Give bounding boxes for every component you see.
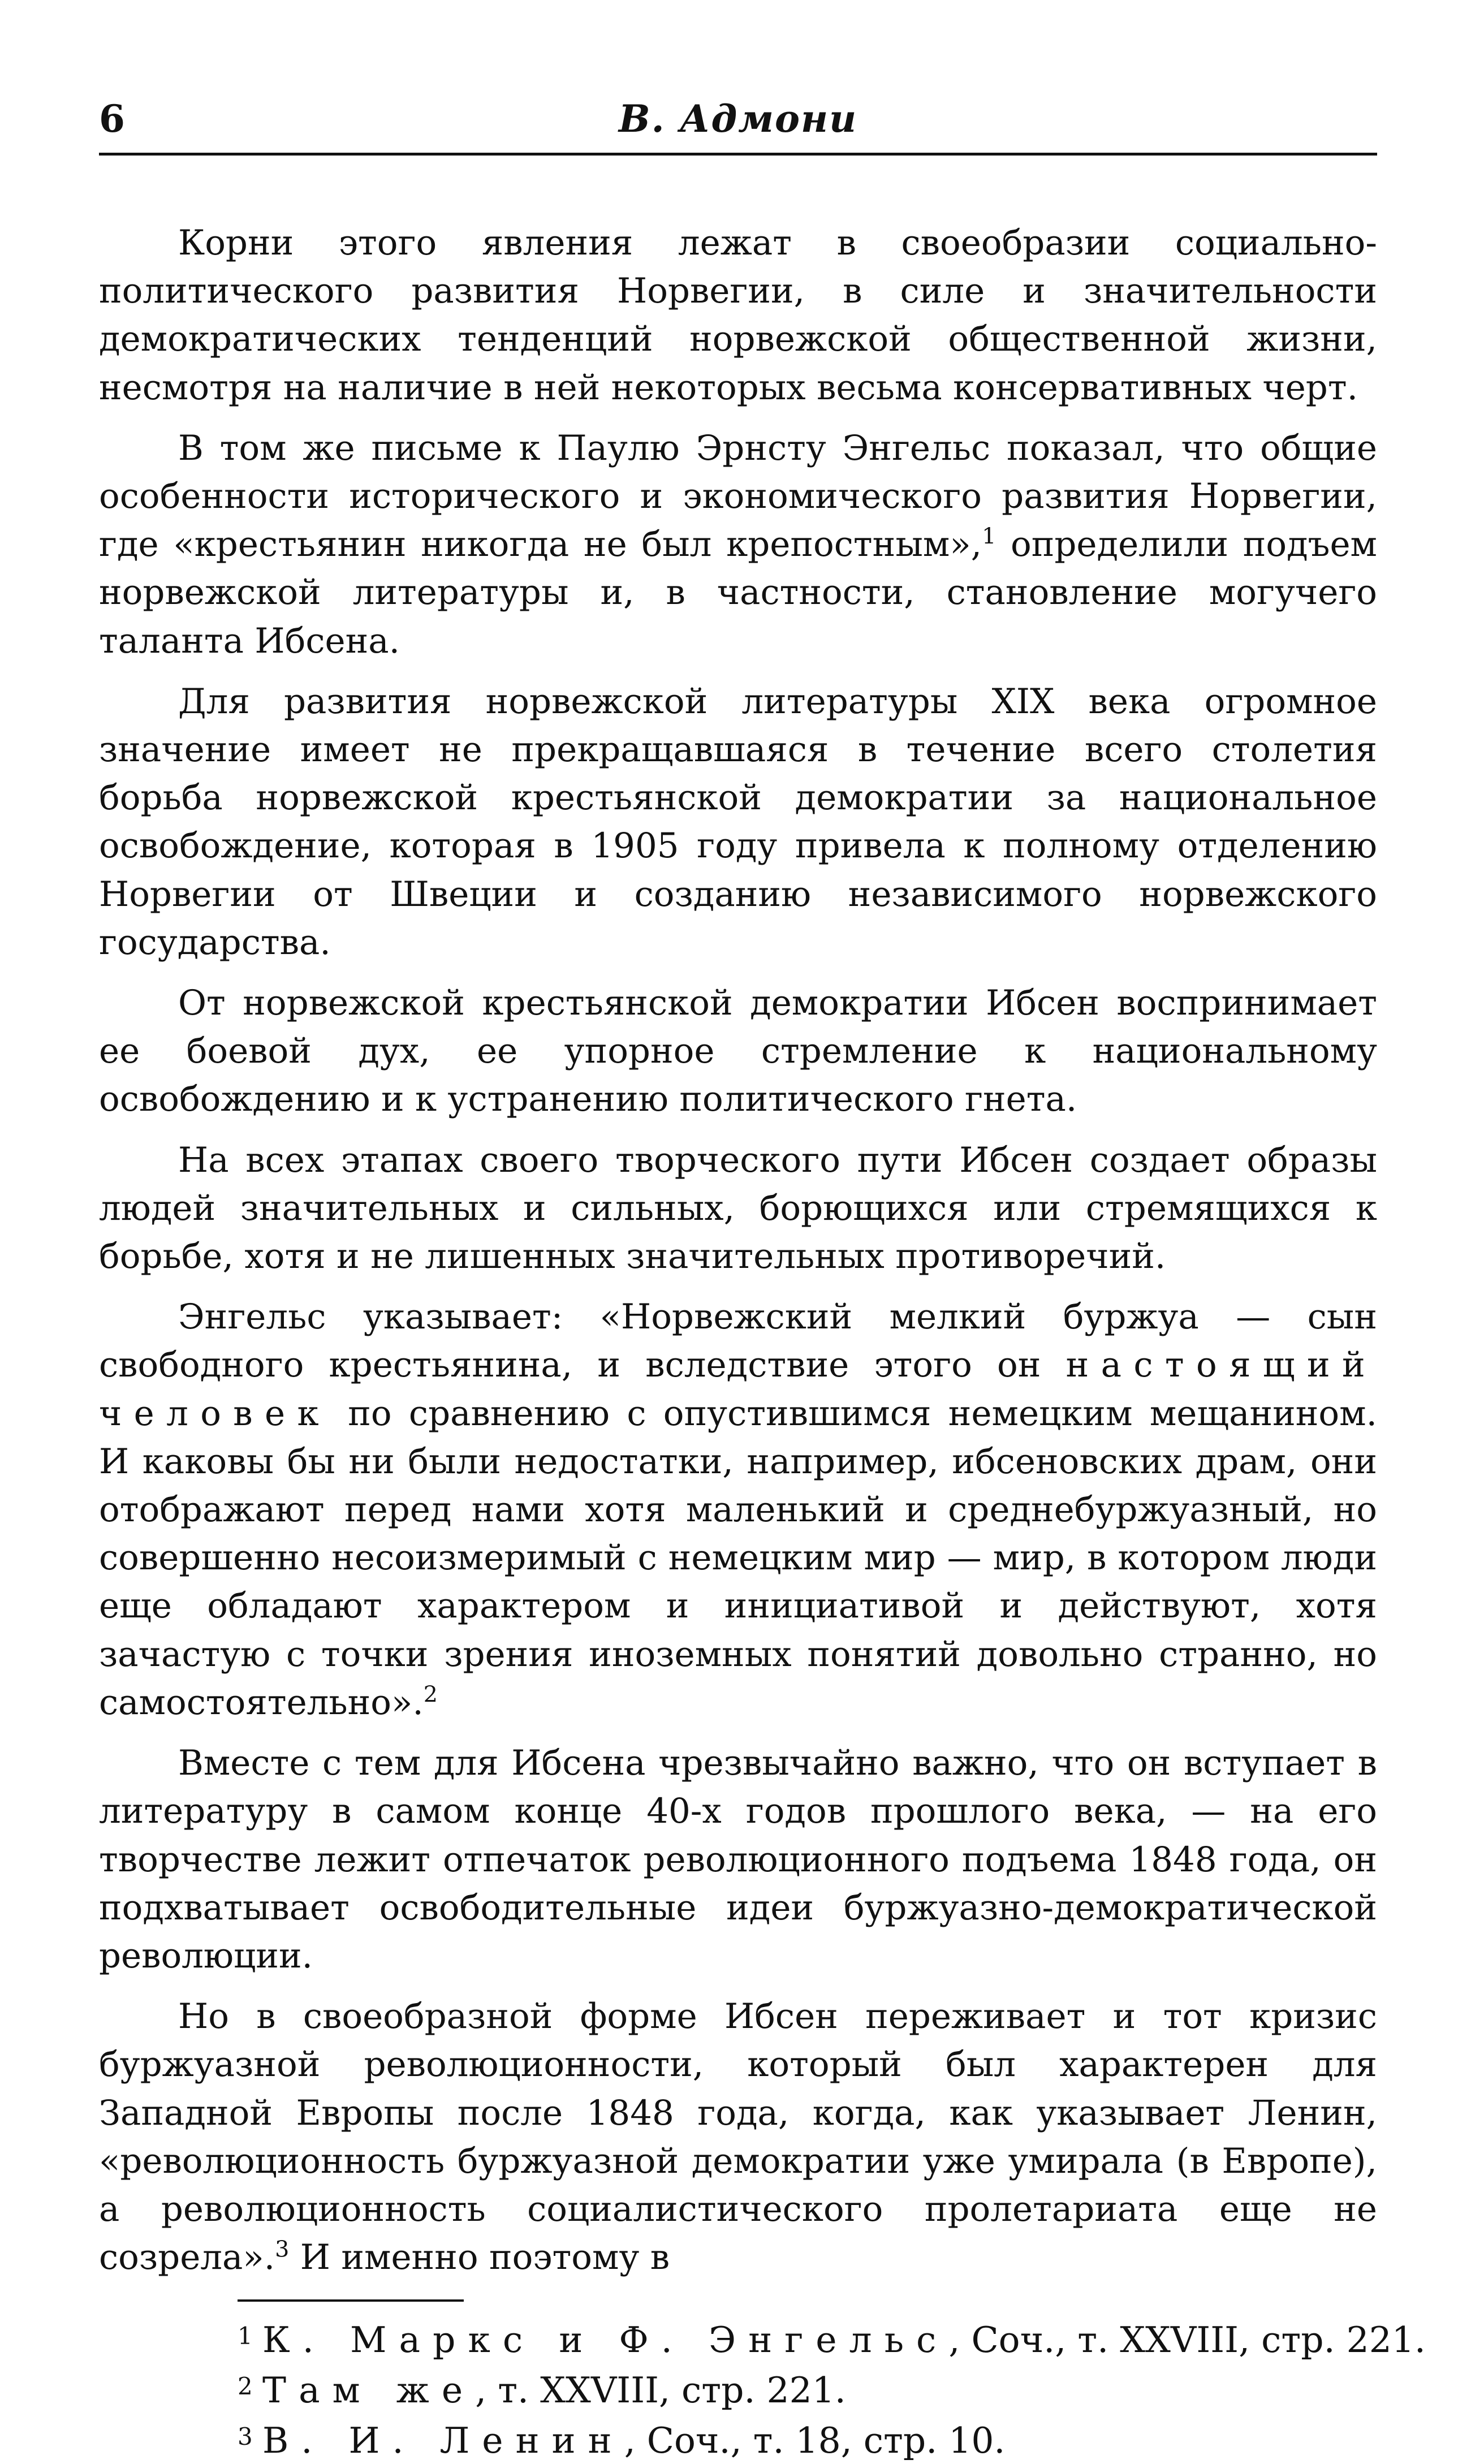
spaced-emphasis: настоящий человек [99,1345,1377,1434]
footnote-source: , Соч., т. 18, стр. 10. [624,2420,1006,2462]
footnote-3 [238,2414,1377,2464]
paragraph-3 [99,678,1377,966]
footnote-ref: 1 [982,523,996,550]
footnote-1 [238,2313,1426,2363]
footnote-author: К. Маркс и Ф. Энгельс [262,2319,949,2361]
paragraph-5 [99,1136,1377,1281]
paragraph-text: И именно поэтому в [289,2237,670,2278]
footnote-author: В. И. Ленин [262,2420,624,2462]
footnote-source: , т. XXVIII, стр. 221. [475,2370,846,2411]
footnote-mark: 1 [238,2322,253,2350]
footnotes [99,2313,1426,2464]
paragraph-text: Энгельс указывает: «Норвежский мелкий буржуа — сын свободного крестьянина, и вследствие этого он [99,1297,1377,1386]
paragraph-text: От норвежской крестьянской демократии Ибсен воспринимает ее боевой дух, ее упорное стремление к национальному освобождению и к устранению политического гнета. [99,983,1377,1120]
page-header [99,85,1377,156]
footnote-mark: 3 [238,2423,253,2451]
paragraph-8 [99,1992,1377,2281]
paragraph-2 [99,424,1377,665]
paragraph-7 [99,1739,1377,1980]
footnote-source: , Соч., т. XXVIII, стр. 221. [948,2319,1426,2361]
footnote-ref: 2 [423,1681,438,1708]
paragraph-text: Вместе с тем для Ибсена чрезвычайно важно, что он вступает в литературу в самом конце 40-х годов прошлого века, — на его творчестве лежит отпечаток революционного подъема 1848 года, он подхватывает освободительные идеи буржуазно-демократической революции. [99,1743,1377,1976]
paragraph-text: Корни этого явления лежат в своеобразии социально-политического развития Норвегии, в силе и значительности демократических тенденций норвежской общественной жизни, несмотря на наличие в ней некоторых весьма консервативных черт. [99,223,1377,408]
running-head: В. Адмони [618,97,858,141]
footnote-author: Там же [262,2370,476,2411]
paragraph-text: В том же письме к Паулю Эрнсту Энгельс показал, что общие особенности исторического и экономического развития Норвегии, где «крестьянин никогда не был крепостным», [99,428,1377,565]
paragraph-1 [99,219,1377,412]
paragraph-6 [99,1293,1377,1727]
paragraph-text: определили подъем норвежской литературы и, в частности, становление могучего таланта Ибсена. [99,524,1377,661]
page-number: 6 [99,97,125,141]
footnote-divider [238,2299,464,2302]
paragraph-text: по сравнению с опустившимся немецким мещанином. И каковы бы ни были недостатки, например, ибсеновских драм, они отображают перед нами хотя маленький и среднебуржуазный, но совершенно несоизмеримый с немецким мир — мир, в котором люди еще обладают характером и инициативой и действуют, хотя зачастую с точки зрения иноземных понятий довольно странно, но самостоятельно». [99,1393,1377,1723]
body-text [99,219,1377,2281]
footnote-2 [238,2363,1377,2414]
paragraph-text: На всех этапах своего творческого пути Ибсен создает образы людей значительных и сильных, борющихся или стремящихся к борьбе, хотя и не лишенных значительных противоречий. [99,1140,1377,1277]
footnote-ref: 3 [275,2236,290,2263]
paragraph-text: Но в своеобразной форме Ибсен переживает и тот кризис буржуазной революционности, который был характерен для Западной Европы после 1848 года, когда, как указывает Ленин, «революционность буржуазной демократии уже умирала (в Европе), а революционность социалистического пролетариата еще не созрела». [99,1996,1377,2278]
book-page [99,85,1426,2464]
footnote-mark: 2 [238,2372,253,2401]
paragraph-4 [99,979,1377,1124]
paragraph-text: Для развития норвежской литературы XIX века огромное значение имеет не прекращавшаяся в течение всего столетия борьба норвежской крестьянской демократии за национальное освобождение, которая в 1905 году привела к полному отделению Норвегии от Швеции и созданию независимого норвежского государства. [99,681,1377,963]
